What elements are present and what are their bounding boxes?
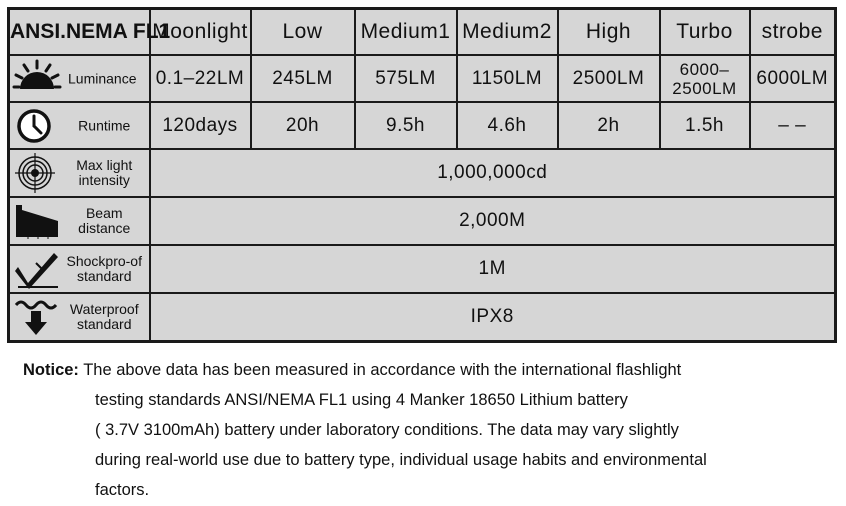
- mode-high: High: [558, 9, 660, 56]
- mode-turbo: Turbo: [660, 9, 750, 56]
- runtime-moonlight: 120days: [150, 102, 251, 149]
- intensity-value: 1,000,000cd: [150, 149, 836, 197]
- notice-line-3: ( 3.7V 3100mAh) battery under laboratory conditions. The data may vary slightly: [95, 421, 679, 439]
- notice-line-2: testing standards ANSI/NEMA FL1 using 4 Manker 18650 Lithium battery: [95, 391, 628, 409]
- runtime-medium1: 9.5h: [355, 102, 457, 149]
- runtime-strobe: – –: [750, 102, 836, 149]
- table-header-row: [9, 9, 836, 56]
- luminance-medium2: 1150LM: [457, 55, 558, 102]
- row-header-shockproof: [9, 245, 150, 293]
- row-label-beam: Beam distance: [78, 205, 131, 236]
- waterproof-value: IPX8: [150, 293, 836, 342]
- table-row-waterproof: [9, 293, 836, 342]
- row-label-waterproof: Waterproof standard: [69, 301, 139, 332]
- notice-first-line: [23, 355, 833, 385]
- clock-icon: [14, 106, 60, 146]
- runtime-high: 2h: [558, 102, 660, 149]
- runtime-medium2: 4.6h: [457, 102, 558, 149]
- runtime-turbo: 1.5h: [660, 102, 750, 149]
- luminance-turbo: 6000– 2500LM: [660, 55, 750, 102]
- mode-moonlight: Moonlight: [150, 9, 251, 56]
- row-label-intensity: Max light intensity: [76, 157, 133, 188]
- waterproof-icon: [14, 297, 60, 337]
- mode-strobe: strobe: [750, 9, 836, 56]
- notice-line-1: The above data has been measured in accordance with the international flashlight: [83, 361, 682, 379]
- row-header-luminance: [9, 55, 150, 102]
- table-row-beam: [9, 197, 836, 245]
- table-row-intensity: [9, 149, 836, 197]
- sun-icon: [14, 59, 60, 99]
- notice-line-4: during real-world use due to battery type, individual usage habits and environmental: [95, 451, 707, 469]
- target-icon: [14, 153, 60, 193]
- row-header-intensity: [9, 149, 150, 197]
- table-row-luminance: [9, 55, 836, 102]
- row-label-shockproof: Shockpro-of standard: [66, 253, 142, 284]
- notice-paragraph: [23, 355, 833, 505]
- luminance-moonlight: 0.1–22LM: [150, 55, 251, 102]
- luminance-high: 2500LM: [558, 55, 660, 102]
- mode-medium1: Medium1: [355, 9, 457, 56]
- table-row-runtime: [9, 102, 836, 149]
- luminance-strobe: 6000LM: [750, 55, 836, 102]
- table-row-shockproof: [9, 245, 836, 293]
- beam-value: 2,000M: [150, 197, 836, 245]
- notice-label: Notice:: [23, 361, 79, 379]
- mode-medium2: Medium2: [457, 9, 558, 56]
- luminance-low: 245LM: [251, 55, 355, 102]
- shockproof-value: 1M: [150, 245, 836, 293]
- runtime-low: 20h: [251, 102, 355, 149]
- beam-icon: [14, 201, 60, 241]
- row-header-waterproof: [9, 293, 150, 342]
- row-header-beam: [9, 197, 150, 245]
- row-header-runtime: [9, 102, 150, 149]
- notice-line-5: factors.: [95, 481, 150, 499]
- mode-low: Low: [251, 9, 355, 56]
- row-label-runtime: Runtime: [78, 117, 131, 133]
- luminance-medium1: 575LM: [355, 55, 457, 102]
- standard-label: ANSI.NEMA FL1: [9, 9, 150, 56]
- row-label-luminance: Luminance: [68, 70, 137, 86]
- shockproof-icon: [14, 249, 60, 289]
- spec-table: [7, 7, 837, 343]
